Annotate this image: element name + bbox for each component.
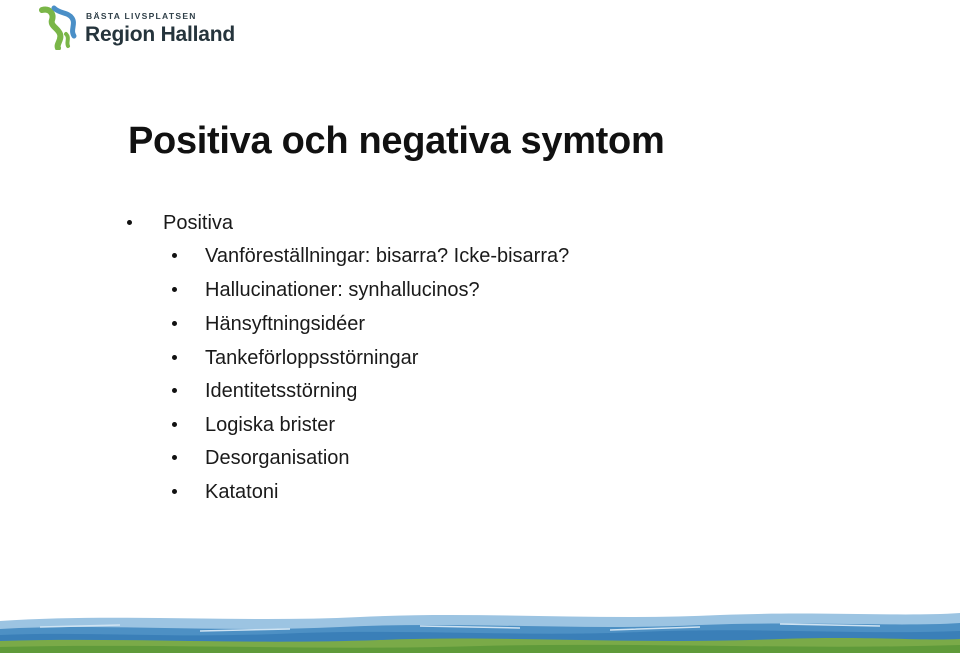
bullet-dot: [172, 422, 177, 427]
region-halland-logo: [36, 4, 246, 50]
bullet-dot: [172, 355, 177, 360]
logo-tagline: BÄSTA LIVSPLATSEN: [86, 11, 197, 21]
sub-bullet-label: Logiska brister: [205, 414, 336, 436]
bullet-dot: [172, 388, 177, 393]
bullet-dot: [172, 455, 177, 460]
sub-bullet-label: Vanföreställningar: bisarra? Icke-bisarra?: [205, 245, 570, 267]
bullet-label: Positiva: [163, 212, 234, 234]
slide-title: Positiva och negativa symtom: [128, 120, 665, 162]
bullet-dot: [172, 253, 177, 258]
sub-bullet-label: Hänsyftningsidéer: [205, 313, 366, 335]
logo-name: Region Halland: [85, 23, 236, 46]
bullet-dot: [172, 287, 177, 292]
sub-bullet-label: Desorganisation: [205, 447, 350, 469]
bullet-dot: [172, 489, 177, 494]
bullet-dot: [172, 321, 177, 326]
sub-bullet-label: Hallucinationer: synhallucinos?: [205, 279, 480, 301]
sub-bullet-label: Identitetsstörning: [205, 380, 358, 402]
bullet-dot: [127, 220, 132, 225]
sub-bullet-label: Tankeförloppsstörningar: [205, 347, 419, 369]
landscape-footer-banner: [0, 605, 960, 653]
sub-bullet-label: Katatoni: [205, 481, 279, 503]
region-halland-logo-icon: [36, 4, 80, 50]
